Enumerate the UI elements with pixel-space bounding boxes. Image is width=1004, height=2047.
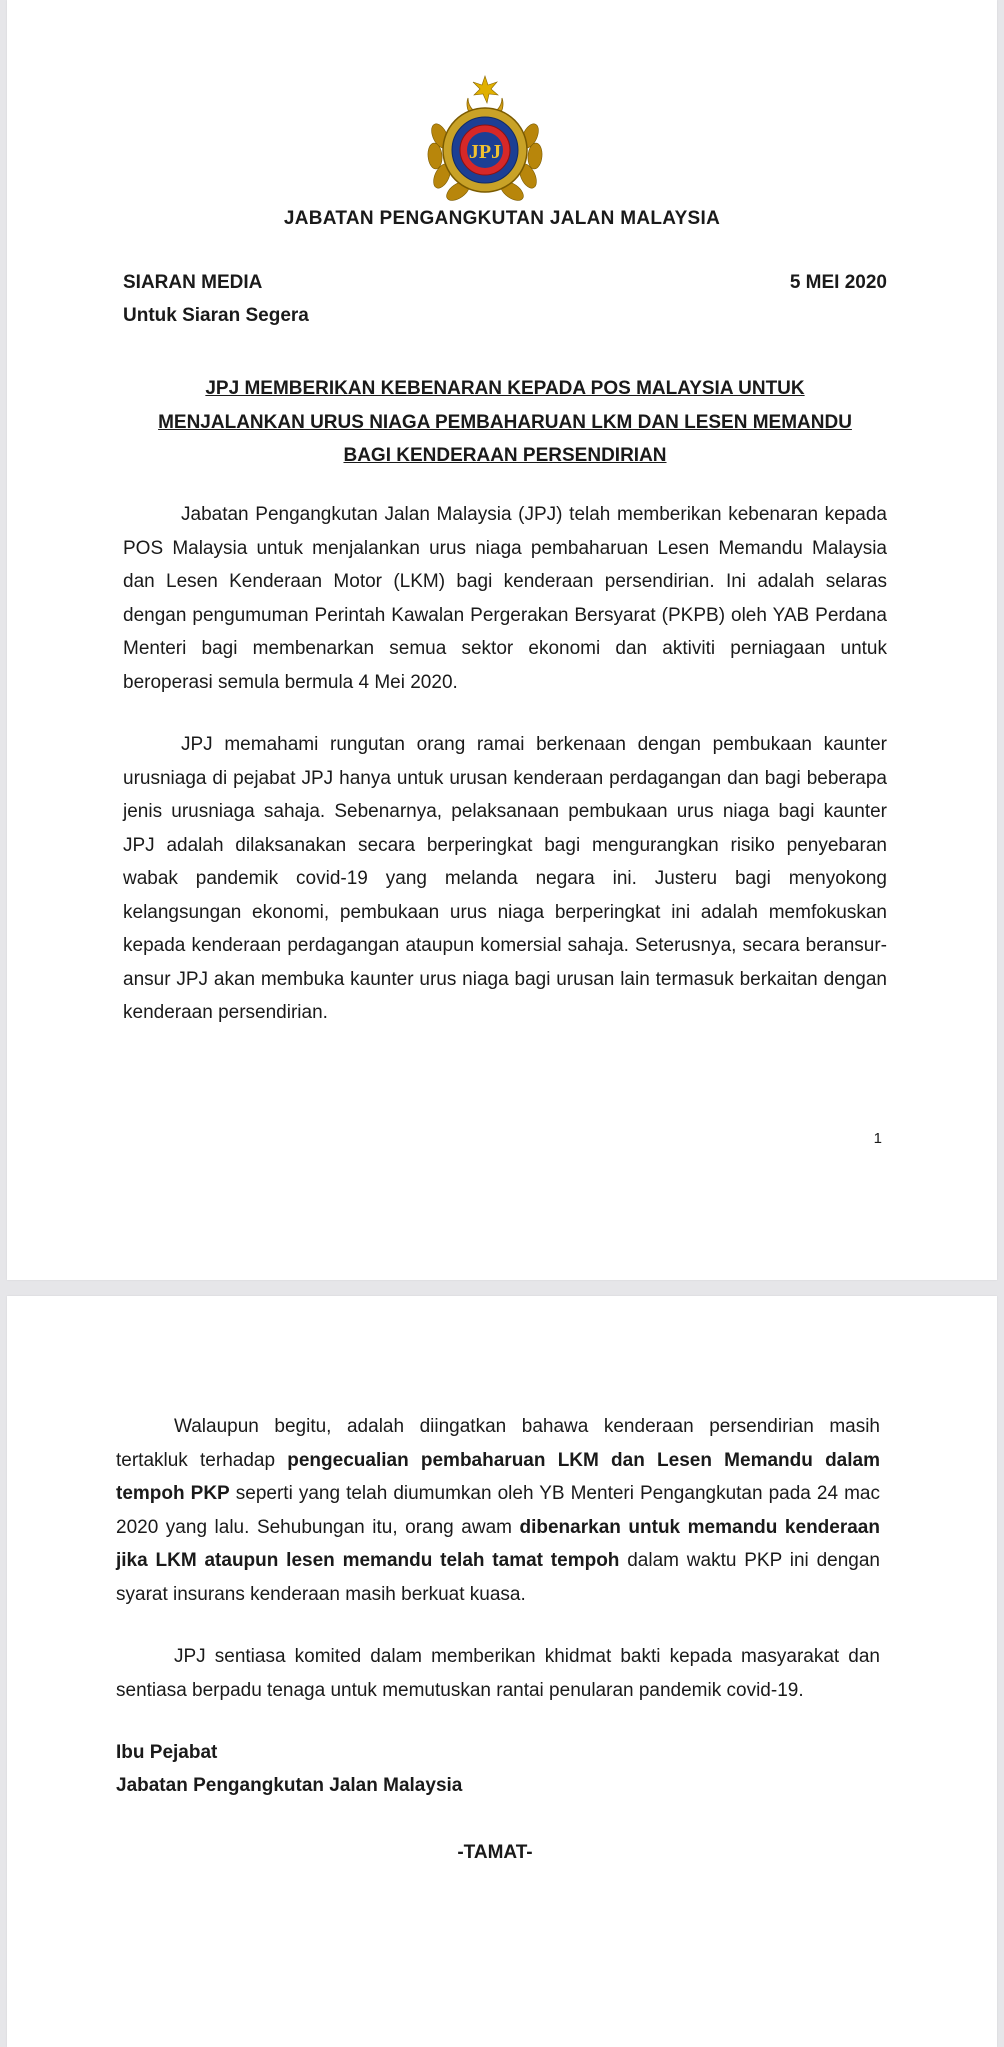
- page-number: 1: [873, 1130, 882, 1147]
- headline: [123, 372, 887, 473]
- paragraph-3-text: dalam waktu PKP ini dengan syarat insurans kenderaan masih berkuat kuasa.: [116, 1550, 880, 1605]
- headline-line: JPJ MEMBERIKAN KEBENARAN KEPADA POS MALAYSIA UNTUK: [205, 378, 805, 399]
- paragraph-3-text: seperti yang telah diumumkan oleh YB Menteri Pengangkutan pada 24 mac 2020 yang lalu. Sehubungan itu, orang awam: [116, 1483, 880, 1538]
- paragraph-3-emphasis: dibenarkan untuk memandu kenderaan jika LKM ataupun lesen memandu telah tamat tempoh: [116, 1516, 880, 1571]
- release-type: Untuk Siaran Segera: [123, 305, 309, 326]
- paragraph-3: [116, 1410, 880, 1611]
- paragraph-2: JPJ memahami rungutan orang ramai berkenaan dengan pembukaan kaunter urusniaga di pejabat JPJ hanya untuk urusan kenderaan perdagangan dan bagi beberapa jenis urusniaga sahaja. Sebenarnya, pelaksanaan pembukaan urus niaga bagi kaunter JPJ adalah dilaksanakan secara berperingkat bagi mengurangkan risiko penyebaran wabak pandemik covid-19 yang melanda negara ini. Justeru bagi menyokong kelangsungan ekonomi, pembukaan urus niaga berperingkat ini adalah memfokuskan kepada kenderaan perdagangan ataupun komersial sahaja. Seterusnya, secara beransur-ansur JPJ akan membuka kaunter urus niaga bagi urusan lain termasuk berkaitan dengan kenderaan persendirian.: [123, 734, 887, 1023]
- headline-line: MENJALANKAN URUS NIAGA PEMBAHARUAN LKM DAN LESEN MEMANDU: [158, 411, 852, 433]
- paragraph-3-text: Walaupun begitu, adalah diingatkan bahawa kenderaan persendirian masih tertakluk terhadap: [116, 1416, 880, 1471]
- release-date: 5 MEI 2020: [789, 272, 887, 293]
- paragraph-1: Jabatan Pengangkutan Jalan Malaysia (JPJ) telah memberikan kebenaran kepada POS Malaysia untuk menjalankan urus niaga pembaharuan Lesen Memandu Malaysia dan Lesen Kenderaan Motor (LKM) bagi kenderaan persendirian. Ini adalah selaras dengan pengumuman Perintah Kawalan Pergerakan Bersyarat (PKPB) oleh YAB Perdana Menteri bagi membenarkan semua sektor ekonomi dan aktiviti perniagaan untuk beroperasi semula bermula 4 Mei 2020.: [123, 504, 887, 693]
- agency-title: JABATAN PENGANGKUTAN JALAN MALAYSIA: [283, 208, 721, 229]
- end-mark: -TAMAT-: [457, 1842, 533, 1863]
- signature-department: Jabatan Pengangkutan Jalan Malaysia: [116, 1775, 463, 1796]
- paragraph-3-emphasis: pengecualian pembaharuan LKM dan Lesen Memandu dalam tempoh PKP: [116, 1449, 880, 1504]
- svg-text:JPJ: JPJ: [468, 141, 502, 163]
- media-release-label: SIARAN MEDIA: [123, 272, 263, 293]
- document-page-1: [7, 0, 997, 1280]
- jpj-emblem-logo: [418, 74, 552, 206]
- paragraph-4: JPJ sentiasa komited dalam memberikan khidmat bakti kepada masyarakat dan sentiasa berpadu tenaga untuk memutuskan rantai penularan pandemik covid-19.: [116, 1646, 880, 1701]
- headline-line: BAGI KENDERAAN PERSENDIRIAN: [343, 445, 667, 466]
- signature-office: Ibu Pejabat: [116, 1742, 218, 1763]
